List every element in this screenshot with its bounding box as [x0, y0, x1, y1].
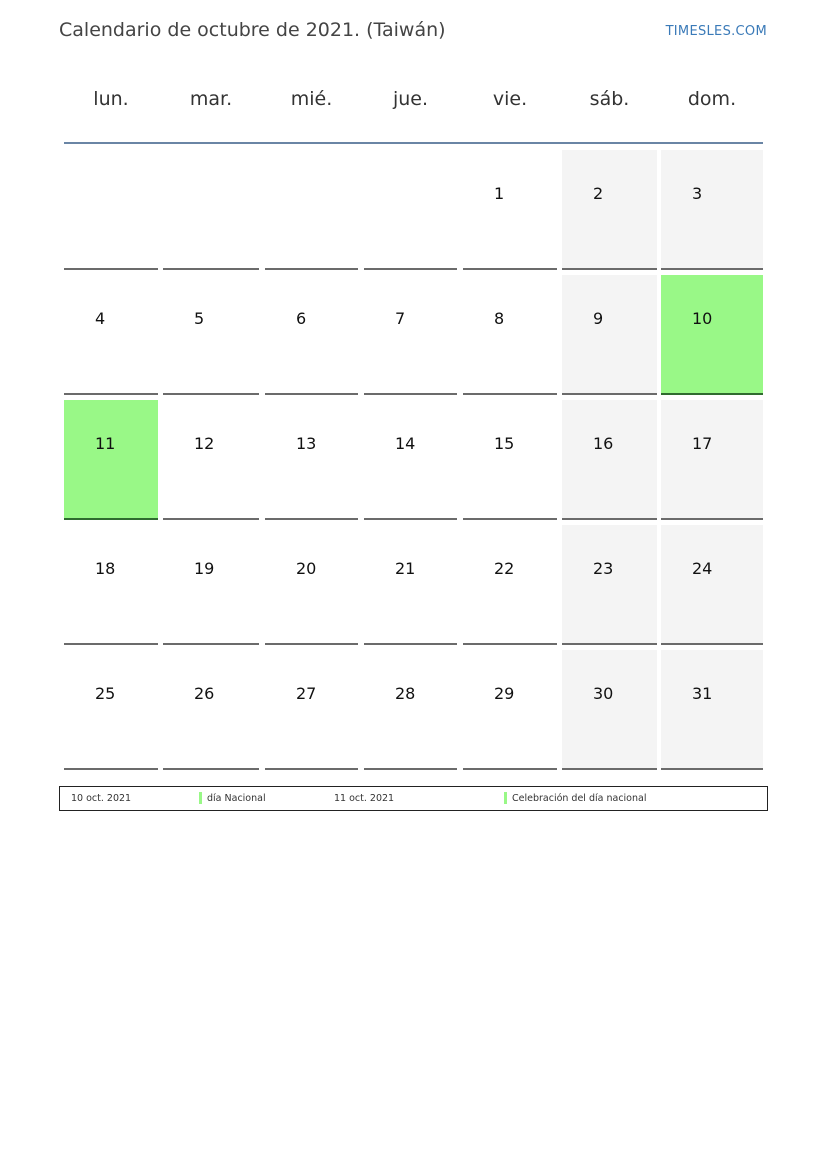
day-cell: [661, 400, 763, 520]
day-number: 29: [494, 684, 515, 703]
empty-day-cell: [265, 150, 358, 270]
day-number: 12: [194, 434, 215, 453]
day-cell: [64, 650, 158, 770]
legend-date-2: 11 oct. 2021: [334, 793, 395, 804]
legend-name-2: Celebración del día nacional: [512, 793, 647, 804]
day-cell: [463, 400, 557, 520]
weekday-label: dom.: [687, 88, 737, 110]
day-number: 11: [95, 434, 116, 453]
day-cell: [661, 525, 763, 645]
weekday-label: lun.: [93, 88, 129, 110]
day-cell: [463, 525, 557, 645]
day-number: 6: [296, 309, 307, 328]
day-number: 5: [194, 309, 205, 328]
day-number: 24: [692, 559, 713, 578]
day-number: 28: [395, 684, 416, 703]
legend-color-mark-1: [199, 792, 202, 804]
day-cell: [463, 275, 557, 395]
day-cell: [265, 650, 358, 770]
day-cell: [364, 275, 457, 395]
day-number: 3: [692, 184, 703, 203]
day-cell: [562, 650, 657, 770]
weekday-label: jue.: [392, 88, 429, 110]
day-cell: [64, 525, 158, 645]
day-number: 1: [494, 184, 505, 203]
day-cell: [463, 650, 557, 770]
day-cell: [64, 275, 158, 395]
day-cell: [364, 400, 457, 520]
day-cell: [661, 275, 763, 395]
day-number: 25: [95, 684, 116, 703]
day-cell: [265, 400, 358, 520]
day-number: 14: [395, 434, 416, 453]
empty-day-cell: [64, 150, 158, 270]
day-number: 18: [95, 559, 116, 578]
day-cell: [562, 150, 657, 270]
day-number: 27: [296, 684, 317, 703]
day-number: 7: [395, 309, 406, 328]
empty-day-cell: [364, 150, 457, 270]
page-title: Calendario de octubre de 2021. (Taiwán): [59, 19, 446, 41]
weekday-label: mié.: [290, 88, 333, 110]
day-number: 4: [95, 309, 106, 328]
day-number: 15: [494, 434, 515, 453]
empty-day-cell: [163, 150, 259, 270]
day-cell: [163, 650, 259, 770]
weekday-label: vie.: [492, 88, 528, 110]
day-cell: [562, 400, 657, 520]
day-number: 10: [692, 309, 713, 328]
day-cell: [265, 275, 358, 395]
day-cell: [265, 525, 358, 645]
legend-date-1: 10 oct. 2021: [71, 793, 132, 804]
day-cell: [163, 275, 259, 395]
legend-name-1: día Nacional: [207, 793, 266, 804]
header-divider: [64, 142, 763, 144]
day-number: 20: [296, 559, 317, 578]
day-number: 19: [194, 559, 215, 578]
day-number: 21: [395, 559, 416, 578]
holiday-legend: [59, 786, 768, 811]
brand-link[interactable]: TIMESLES.COM: [665, 24, 767, 39]
day-cell: [661, 150, 763, 270]
day-number: 22: [494, 559, 515, 578]
day-cell: [163, 400, 259, 520]
day-cell: [163, 525, 259, 645]
legend-color-mark-2: [504, 792, 507, 804]
day-cell: [463, 150, 557, 270]
day-number: 2: [593, 184, 604, 203]
day-number: 13: [296, 434, 317, 453]
day-cell: [562, 525, 657, 645]
day-number: 17: [692, 434, 713, 453]
day-number: 26: [194, 684, 215, 703]
weekday-label: mar.: [189, 88, 233, 110]
day-cell: [364, 650, 457, 770]
day-cell: [562, 275, 657, 395]
day-number: 30: [593, 684, 614, 703]
day-number: 9: [593, 309, 604, 328]
day-number: 16: [593, 434, 614, 453]
day-cell: [64, 400, 158, 520]
weekday-label: sáb.: [589, 88, 630, 110]
day-number: 8: [494, 309, 505, 328]
day-cell: [364, 525, 457, 645]
weekday-header-row: [64, 88, 763, 120]
day-number: 31: [692, 684, 713, 703]
day-cell: [661, 650, 763, 770]
day-number: 23: [593, 559, 614, 578]
